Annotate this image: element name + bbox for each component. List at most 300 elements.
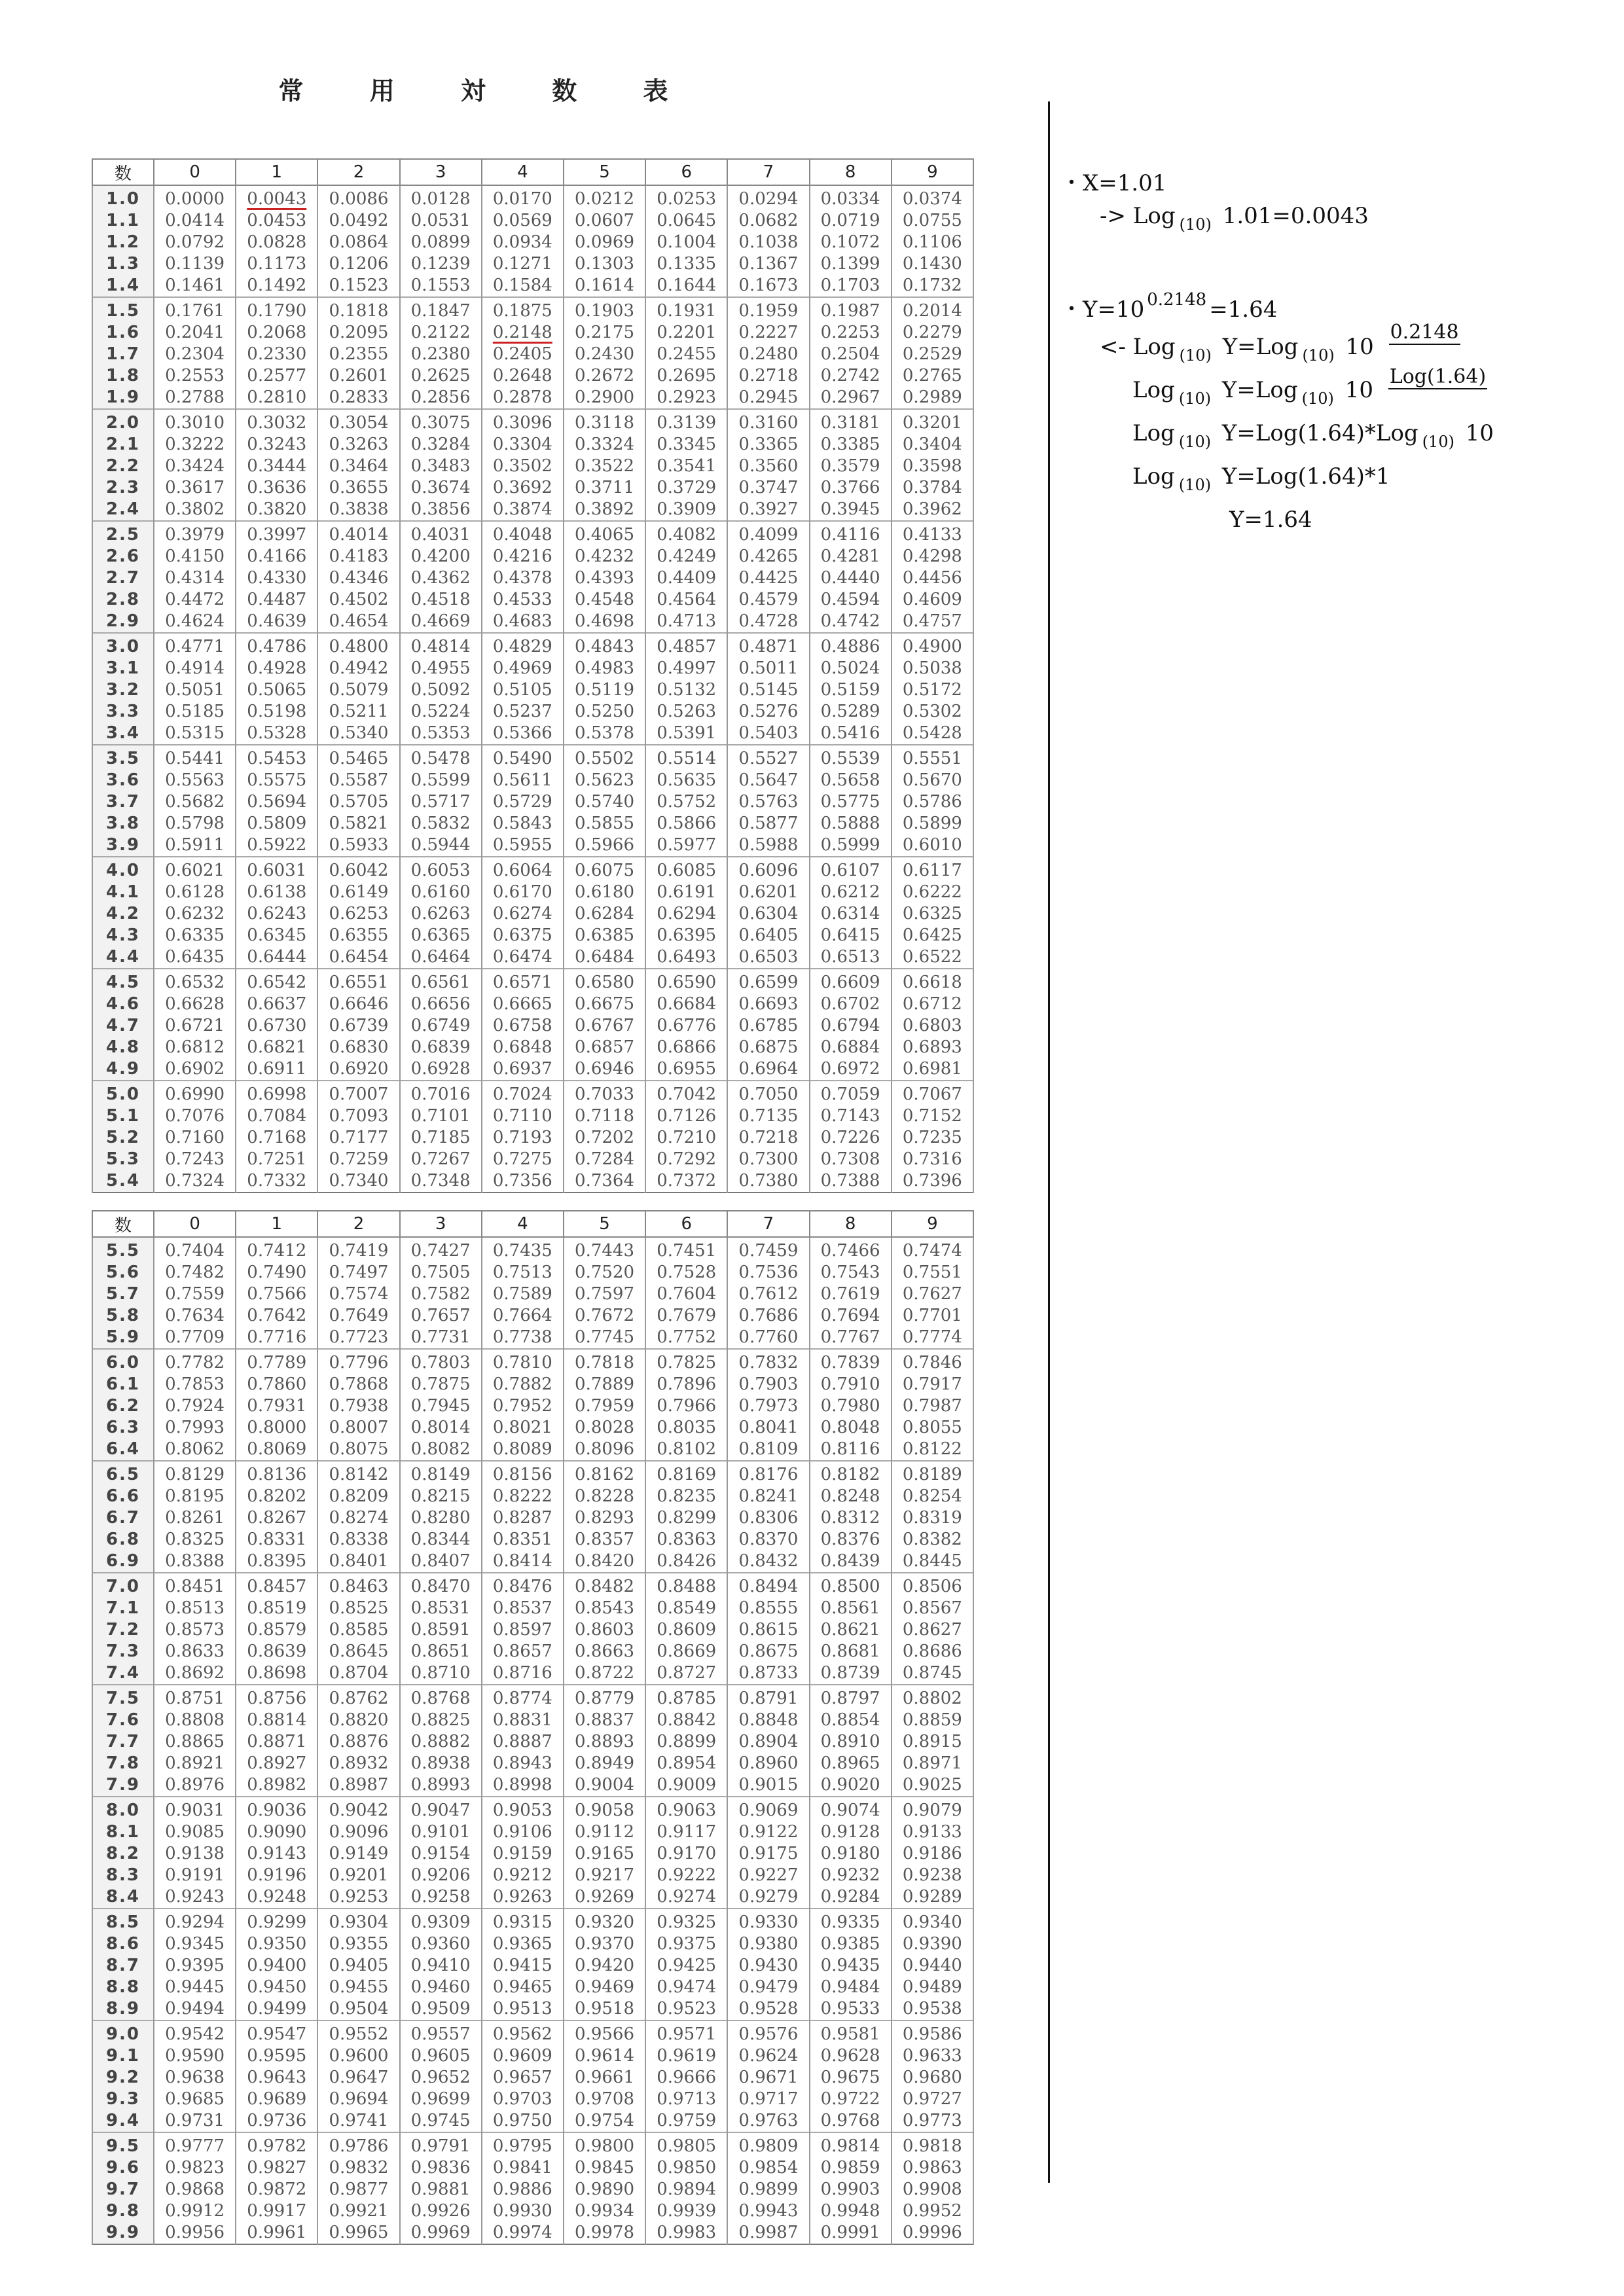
- table-row: [92, 1081, 973, 1105]
- table-cell: 0.2529: [892, 344, 973, 365]
- table-cell: 0.5453: [236, 745, 317, 770]
- table-cell: 0.8692: [154, 1662, 236, 1685]
- log-base: (10): [1422, 433, 1454, 451]
- table-cell: 0.9400: [236, 1955, 317, 1977]
- table-cell: 0.8722: [564, 1662, 645, 1685]
- table-cell: 0.9763: [727, 2110, 809, 2132]
- table-cell: 0.3243: [236, 434, 317, 456]
- table-cell: 0.8215: [400, 1486, 482, 1507]
- table-cell: 0.6794: [810, 1015, 892, 1037]
- table-cell: 0.8768: [400, 1685, 482, 1710]
- table-cell: 0.9773: [892, 2110, 973, 2132]
- table-cell: 0.5763: [727, 791, 809, 813]
- table-cell: 0.9965: [317, 2222, 399, 2244]
- table-cell: 0.9939: [645, 2200, 727, 2222]
- table-cell: 0.5185: [154, 701, 236, 723]
- table-cell: 0.6803: [892, 1015, 973, 1037]
- table-cell: 0.6920: [317, 1058, 399, 1081]
- table-cell: 0.8102: [645, 1439, 727, 1461]
- table-cell: 0.3404: [892, 434, 973, 456]
- table-cell: 0.9731: [154, 2110, 236, 2132]
- table-cell: 0.9053: [482, 1797, 564, 1821]
- table-cell: 0.8028: [564, 1417, 645, 1439]
- table-cell: 0.9395: [154, 1955, 236, 1977]
- table-cell: 0.0569: [482, 210, 564, 232]
- table-cell: 0.7235: [892, 1127, 973, 1149]
- table-cell: 0.9258: [400, 1886, 482, 1909]
- table-cell: 0.3927: [727, 499, 809, 521]
- step-text: Y=Log(1.64)*1: [1221, 463, 1390, 490]
- table-cell: 0.8069: [236, 1439, 317, 1461]
- table-row: [92, 969, 973, 994]
- table-row: [92, 434, 973, 456]
- table-row: [92, 185, 973, 210]
- row-label: 6.3: [92, 1417, 154, 1439]
- row-label: 9.3: [92, 2089, 154, 2110]
- table-cell: 0.4133: [892, 521, 973, 546]
- y-step-3: [1132, 420, 1494, 451]
- column-header: 8: [810, 159, 892, 185]
- table-cell: 0.8000: [236, 1417, 317, 1439]
- table-cell: 0.5866: [645, 813, 727, 834]
- table-cell: 0.7649: [317, 1305, 399, 1327]
- column-header: 9: [892, 1211, 973, 1237]
- table-cell: 0.9894: [645, 2179, 727, 2200]
- column-header: 6: [645, 159, 727, 185]
- table-cell: 0.7574: [317, 1283, 399, 1305]
- table-cell: 0.5717: [400, 791, 482, 813]
- table-cell: 0.5198: [236, 701, 317, 723]
- table-row: [92, 387, 973, 409]
- table-cell: 0.3201: [892, 409, 973, 434]
- table-cell: 0.9917: [236, 2200, 317, 2222]
- table-cell: 0.9370: [564, 1933, 645, 1955]
- table-cell: 0.3284: [400, 434, 482, 456]
- table-cell: 0.7853: [154, 1374, 236, 1395]
- y-example-line: [1060, 291, 1277, 323]
- table-cell: 0.0334: [810, 185, 892, 210]
- table-cell: 0.5428: [892, 723, 973, 745]
- table-cell: 0.3032: [236, 409, 317, 434]
- table-cell: 0.5877: [727, 813, 809, 834]
- table-cell: 0.4814: [400, 633, 482, 658]
- row-label: 8.1: [92, 1821, 154, 1843]
- table-cell: 0.8476: [482, 1573, 564, 1598]
- table-row: [92, 1170, 973, 1193]
- table-cell: 0.6335: [154, 925, 236, 946]
- table-cell: 0.8209: [317, 1486, 399, 1507]
- table-cell: 0.4742: [810, 611, 892, 633]
- table-cell: 0.0170: [482, 185, 564, 210]
- log-base: (10): [1179, 215, 1212, 234]
- table-cell: 0.2878: [482, 387, 564, 409]
- table-cell: 0.9015: [727, 1774, 809, 1797]
- table-cell: 0.3962: [892, 499, 973, 521]
- table-cell: 0.9415: [482, 1955, 564, 1977]
- table-cell: 0.8470: [400, 1573, 482, 1598]
- table-row: [92, 994, 973, 1015]
- table-cell: 0.7267: [400, 1149, 482, 1170]
- table-cell: 0.7419: [317, 1237, 399, 1262]
- header-label: 数: [92, 1211, 154, 1237]
- table-cell: 0.6513: [810, 946, 892, 969]
- table-cell: 0.5289: [810, 701, 892, 723]
- table-cell: 0.9903: [810, 2179, 892, 2200]
- table-cell: 0.1271: [482, 253, 564, 275]
- table-cell: 0.9069: [727, 1797, 809, 1821]
- table-cell: 0.8407: [400, 1551, 482, 1573]
- table-cell: 0.7324: [154, 1170, 236, 1193]
- table-cell: 0.8710: [400, 1662, 482, 1685]
- table-cell: 0.0212: [564, 185, 645, 210]
- y-step-2: [1132, 365, 1487, 408]
- table-cell: 0.4200: [400, 546, 482, 567]
- table-cell: 0.9263: [482, 1886, 564, 1909]
- table-row: [92, 1662, 973, 1685]
- table-cell: 0.5705: [317, 791, 399, 813]
- table-cell: 0.7536: [727, 1262, 809, 1283]
- table-cell: 0.7931: [236, 1395, 317, 1417]
- table-cell: 0.8176: [727, 1461, 809, 1486]
- table-cell: 0.9320: [564, 1909, 645, 1933]
- x-statement: X=1.01: [1083, 170, 1167, 196]
- table-cell: 0.8579: [236, 1619, 317, 1641]
- table-cell: 0.6435: [154, 946, 236, 969]
- table-cell: 0.9435: [810, 1955, 892, 1977]
- table-cell: 0.9956: [154, 2222, 236, 2244]
- table-cell: 0.8293: [564, 1507, 645, 1529]
- table-cell: 0.7093: [317, 1105, 399, 1127]
- table-cell: 0.5159: [810, 679, 892, 701]
- row-label: 5.0: [92, 1081, 154, 1105]
- table-cell: 0.9671: [727, 2067, 809, 2089]
- table-cell: 0.7024: [482, 1081, 564, 1105]
- table-cell: 0.9736: [236, 2110, 317, 2132]
- table-cell: 0.2856: [400, 387, 482, 409]
- table-cell: 0.5955: [482, 834, 564, 857]
- table-cell: 0.8791: [727, 1685, 809, 1710]
- table-cell: 0.3692: [482, 477, 564, 499]
- table-cell: 0.4969: [482, 658, 564, 679]
- table-cell: 0.4393: [564, 567, 645, 589]
- y-exponent: 0.2148: [1147, 290, 1207, 310]
- table-cell: 0.2405: [482, 344, 564, 365]
- table-row: [92, 210, 973, 232]
- table-cell: 0.3997: [236, 521, 317, 546]
- table-cell: 0.6425: [892, 925, 973, 946]
- table-cell: 0.4249: [645, 546, 727, 567]
- table-cell: 0.9609: [482, 2045, 564, 2067]
- table-cell: 0.2330: [236, 344, 317, 365]
- row-label: 8.0: [92, 1797, 154, 1821]
- table-cell: 0.7007: [317, 1081, 399, 1105]
- row-label: 5.1: [92, 1105, 154, 1127]
- table-cell: 0.5922: [236, 834, 317, 857]
- table-cell: 0.8388: [154, 1551, 236, 1573]
- table-row: [92, 925, 973, 946]
- table-cell: 0.8751: [154, 1685, 236, 1710]
- table-cell: 0.8439: [810, 1551, 892, 1573]
- table-cell: 0.3711: [564, 477, 645, 499]
- column-header: 0: [154, 159, 236, 185]
- table-row: [92, 1843, 973, 1865]
- table-cell: 0.8567: [892, 1598, 973, 1619]
- table-cell: 0.9978: [564, 2222, 645, 2244]
- table-cell: 0.7348: [400, 1170, 482, 1193]
- table-cell: 0.7738: [482, 1327, 564, 1349]
- table-cell: 0.1239: [400, 253, 482, 275]
- table-cell: 0.6684: [645, 994, 727, 1015]
- table-cell: 0.9961: [236, 2222, 317, 2244]
- table-cell: 0.7380: [727, 1170, 809, 1193]
- table-cell: 0.8531: [400, 1598, 482, 1619]
- table-cell: 0.7752: [645, 1327, 727, 1349]
- log-label: Log: [1132, 420, 1175, 446]
- row-label: 4.0: [92, 857, 154, 882]
- row-label: 4.8: [92, 1037, 154, 1058]
- highlighted-value: 0.2148: [492, 323, 552, 342]
- table-cell: 0.6042: [317, 857, 399, 882]
- table-cell: 0.6955: [645, 1058, 727, 1081]
- table-cell: 0.6117: [892, 857, 973, 882]
- table-cell: 0.2253: [810, 322, 892, 344]
- table-cell: 0.1790: [236, 297, 317, 322]
- table-cell: 0.6405: [727, 925, 809, 946]
- table-cell: 0.8954: [645, 1753, 727, 1774]
- table-cell: 0.4048: [482, 521, 564, 546]
- table-cell: 0.6551: [317, 969, 399, 994]
- table-cell: 0.8993: [400, 1774, 482, 1797]
- table-row: [92, 2045, 973, 2067]
- table-cell: 0.4330: [236, 567, 317, 589]
- table-cell: 0.0645: [645, 210, 727, 232]
- table-cell: 0.3802: [154, 499, 236, 521]
- table-cell: 0.6385: [564, 925, 645, 946]
- row-label: 5.2: [92, 1127, 154, 1149]
- table-cell: 0.0828: [236, 232, 317, 253]
- table-cell: 0.2504: [810, 344, 892, 365]
- table-cell: 0.2095: [317, 322, 399, 344]
- table-cell: 0.9624: [727, 2045, 809, 2067]
- table-cell: 0.7868: [317, 1374, 399, 1395]
- row-label: 3.9: [92, 834, 154, 857]
- table-cell: 0.7372: [645, 1170, 727, 1193]
- table-cell: 0.8500: [810, 1573, 892, 1598]
- table-cell: 0.8351: [482, 1529, 564, 1551]
- table-cell: 0.3636: [236, 477, 317, 499]
- table-cell: 0.7825: [645, 1349, 727, 1374]
- table-cell: 0.7251: [236, 1149, 317, 1170]
- table-cell: 0.9484: [810, 1977, 892, 1998]
- table-cell: 0.6675: [564, 994, 645, 1015]
- table-cell: 0.7875: [400, 1374, 482, 1395]
- table-cell: 0.6253: [317, 903, 399, 925]
- table-cell: 0.9890: [564, 2179, 645, 2200]
- ten: 10: [1344, 377, 1373, 403]
- table-cell: 0.7832: [727, 1349, 809, 1374]
- table-cell: 0.1038: [727, 232, 809, 253]
- table-cell: 0.6444: [236, 946, 317, 969]
- table-cell: 0.5832: [400, 813, 482, 834]
- table-cell: 0.9165: [564, 1843, 645, 1865]
- table-cell: 0.9196: [236, 1865, 317, 1886]
- table-cell: 0.8376: [810, 1529, 892, 1551]
- table-cell: 0.5798: [154, 813, 236, 834]
- row-label: 2.0: [92, 409, 154, 434]
- table-cell: 0.5391: [645, 723, 727, 745]
- table-cell: 0.9133: [892, 1821, 973, 1843]
- table-cell: 0.7745: [564, 1327, 645, 1349]
- table-cell: 0.9713: [645, 2089, 727, 2110]
- table-row: [92, 1710, 973, 1731]
- table-cell: 0.7709: [154, 1327, 236, 1349]
- table-cell: 0.9335: [810, 1909, 892, 1933]
- table-cell: 0.9680: [892, 2067, 973, 2089]
- table-cell: 0.6821: [236, 1037, 317, 1058]
- column-header: 3: [400, 159, 482, 185]
- table-cell: 0.2765: [892, 365, 973, 387]
- table-cell: 0.6064: [482, 857, 564, 882]
- table-cell: 0.3820: [236, 499, 317, 521]
- table-cell: 0.7435: [482, 1237, 564, 1262]
- table-cell: 0.8597: [482, 1619, 564, 1641]
- table-cell: 0.7427: [400, 1237, 482, 1262]
- table-cell: 0.1847: [400, 297, 482, 322]
- table-cell: 0.4440: [810, 567, 892, 589]
- row-label: 4.9: [92, 1058, 154, 1081]
- table-cell: 0.9455: [317, 1977, 399, 1998]
- row-label: 1.8: [92, 365, 154, 387]
- row-label: 4.5: [92, 969, 154, 994]
- table-cell: 0.5441: [154, 745, 236, 770]
- table-cell: 0.1875: [482, 297, 564, 322]
- table-cell: 0.0531: [400, 210, 482, 232]
- table-cell: 0.2788: [154, 387, 236, 409]
- table-row: [92, 834, 973, 857]
- row-label: 3.3: [92, 701, 154, 723]
- table-cell: 0.7292: [645, 1149, 727, 1170]
- table-cell: 0.5403: [727, 723, 809, 745]
- table-cell: 0.8494: [727, 1573, 809, 1598]
- table-cell: 0.7316: [892, 1149, 973, 1170]
- table-cell: 0.6618: [892, 969, 973, 994]
- table-cell: 0.8842: [645, 1710, 727, 1731]
- table-cell: 0.8627: [892, 1619, 973, 1641]
- table-cell: 0.9122: [727, 1821, 809, 1843]
- row-label: 4.2: [92, 903, 154, 925]
- row-label: 4.6: [92, 994, 154, 1015]
- table-row: [92, 903, 973, 925]
- table-row: [92, 1731, 973, 1753]
- table-cell: 0.2945: [727, 387, 809, 409]
- table-header: [92, 159, 973, 185]
- table-cell: 0.8370: [727, 1529, 809, 1551]
- row-label: 7.7: [92, 1731, 154, 1753]
- table-row: [92, 2132, 973, 2157]
- table-cell: 0.4654: [317, 611, 399, 633]
- table-cell: 0.6721: [154, 1015, 236, 1037]
- row-label: 3.7: [92, 791, 154, 813]
- table-cell: 0.8982: [236, 1774, 317, 1797]
- table-cell: 0.6646: [317, 994, 399, 1015]
- row-label: 6.4: [92, 1439, 154, 1461]
- table-cell: 0.6464: [400, 946, 482, 969]
- table-cell: 0.9987: [727, 2222, 809, 2244]
- table-cell: 0.6138: [236, 882, 317, 903]
- table-cell: 0.9628: [810, 2045, 892, 2067]
- table-cell: 0.9025: [892, 1774, 973, 1797]
- table-cell: 0.8910: [810, 1731, 892, 1753]
- table-cell: 0.1673: [727, 275, 809, 297]
- column-header: 0: [154, 1211, 236, 1237]
- table-cell: 0.4298: [892, 546, 973, 567]
- table-row: [92, 1529, 973, 1551]
- table-cell: 0.9703: [482, 2089, 564, 2110]
- table-cell: 0.9854: [727, 2157, 809, 2179]
- row-label: 8.5: [92, 1909, 154, 1933]
- table-cell: 0.8457: [236, 1573, 317, 1598]
- table-cell: 0.7275: [482, 1149, 564, 1170]
- table-cell: 0.7582: [400, 1283, 482, 1305]
- table-cell: 0.9315: [482, 1909, 564, 1933]
- table-cell: 0.9800: [564, 2132, 645, 2157]
- table-cell: 0.9085: [154, 1821, 236, 1843]
- table-cell: 0.2430: [564, 344, 645, 365]
- table-cell: 0.6263: [400, 903, 482, 925]
- table-cell: 0.3729: [645, 477, 727, 499]
- table-cell: 0.4502: [317, 589, 399, 611]
- table-cell: 0.0607: [564, 210, 645, 232]
- table-cell: 0.0755: [892, 210, 973, 232]
- x-result-line: [1100, 203, 1369, 234]
- table-cell: 0.7505: [400, 1262, 482, 1283]
- table-cell: 0.2695: [645, 365, 727, 387]
- table-cell: 0.5302: [892, 701, 973, 723]
- table-cell: 0.8451: [154, 1573, 236, 1598]
- table-cell: 0.9943: [727, 2200, 809, 2222]
- log-base: (10): [1178, 476, 1212, 494]
- table-cell: 0.7803: [400, 1349, 482, 1374]
- table-cell: 0.8021: [482, 1417, 564, 1439]
- table-cell: 0.9031: [154, 1797, 236, 1821]
- row-label: 8.6: [92, 1933, 154, 1955]
- table-cell: 0.1703: [810, 275, 892, 297]
- table-cell: 0.9863: [892, 2157, 973, 2179]
- table-cell: 0.4150: [154, 546, 236, 567]
- table-cell: 0.6522: [892, 946, 973, 969]
- table-cell: 0.8254: [892, 1486, 973, 1507]
- table-cell: 0.3579: [810, 456, 892, 477]
- table-cell: 0.9274: [645, 1886, 727, 1909]
- row-label: 3.6: [92, 770, 154, 791]
- table-cell: 0.9212: [482, 1865, 564, 1886]
- table-row: [92, 1774, 973, 1797]
- table-cell: 0.1987: [810, 297, 892, 322]
- table-row: [92, 813, 973, 834]
- table-cell: 0.7308: [810, 1149, 892, 1170]
- table-cell: [236, 185, 317, 210]
- table-cell: 0.3324: [564, 434, 645, 456]
- table-cell: 0.1959: [727, 297, 809, 322]
- table-cell: 0.8621: [810, 1619, 892, 1641]
- table-cell: 0.9666: [645, 2067, 727, 2089]
- table-cell: 0.1732: [892, 275, 973, 297]
- table-cell: 0.8261: [154, 1507, 236, 1529]
- table-cell: 0.7388: [810, 1170, 892, 1193]
- table-cell: 0.8938: [400, 1753, 482, 1774]
- row-label: 9.6: [92, 2157, 154, 2179]
- table-cell: 0.2967: [810, 387, 892, 409]
